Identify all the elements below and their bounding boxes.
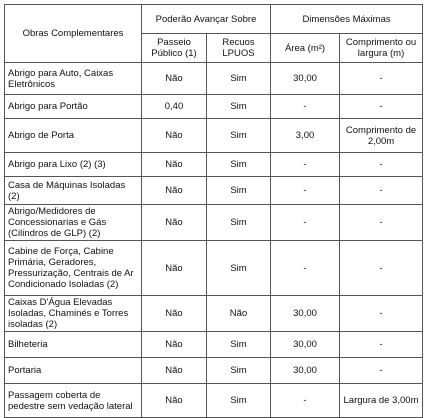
table-row xyxy=(5,332,423,358)
row-recuos: Sim xyxy=(207,241,271,296)
row-recuos: Sim xyxy=(207,358,271,384)
header-comprimento: Comprimento ou largura (m) xyxy=(340,34,423,63)
row-area: - xyxy=(271,177,340,205)
row-passeio: Não xyxy=(142,205,207,241)
table-row xyxy=(5,95,423,119)
row-recuos: Sim xyxy=(207,119,271,153)
row-comp: - xyxy=(340,296,423,332)
row-passeio: Não xyxy=(142,384,207,418)
table-container xyxy=(4,4,422,418)
row-area: - xyxy=(271,205,340,241)
table-row xyxy=(5,119,423,153)
row-comp: - xyxy=(340,358,423,384)
header-passeio: Passeio Público (1) xyxy=(142,34,207,63)
row-passeio: Não xyxy=(142,241,207,296)
header-row-1 xyxy=(5,5,423,34)
row-name: Bilheteria xyxy=(5,332,142,358)
row-name: Abrigo de Porta xyxy=(5,119,142,153)
table-row xyxy=(5,241,423,296)
row-name: Abrigo para Auto, Caixas Eletrônicos xyxy=(5,63,142,95)
row-recuos: Sim xyxy=(207,384,271,418)
table-row xyxy=(5,358,423,384)
row-passeio: 0,40 xyxy=(142,95,207,119)
row-comp: - xyxy=(340,205,423,241)
row-recuos: Sim xyxy=(207,177,271,205)
row-area: 30,00 xyxy=(271,63,340,95)
row-name: Casa de Máquinas Isoladas (2) xyxy=(5,177,142,205)
row-area: 3,00 xyxy=(271,119,340,153)
obras-table xyxy=(4,4,423,418)
row-recuos: Sim xyxy=(207,63,271,95)
row-comp: - xyxy=(340,95,423,119)
table-row xyxy=(5,296,423,332)
row-comp: Largura de 3,00m xyxy=(340,384,423,418)
row-area: 30,00 xyxy=(271,296,340,332)
row-passeio: Não xyxy=(142,119,207,153)
row-name: Abrigo para Portão xyxy=(5,95,142,119)
row-name: Abrigo/Medidores de Concessionarias e Gás (Cilindros de GLP) (2) xyxy=(5,205,142,241)
row-name: Caixas D'Água Elevadas Isoladas, Chaminés e Torres isoladas (2) xyxy=(5,296,142,332)
row-area: 30,00 xyxy=(271,358,340,384)
row-recuos: Sim xyxy=(207,95,271,119)
row-area: 30,00 xyxy=(271,332,340,358)
table-row xyxy=(5,63,423,95)
row-comp: - xyxy=(340,153,423,177)
table-row xyxy=(5,153,423,177)
row-area: - xyxy=(271,384,340,418)
row-name: Portaria xyxy=(5,358,142,384)
header-recuos: Recuos LPUOS xyxy=(207,34,271,63)
row-recuos: Não xyxy=(207,296,271,332)
header-obras: Obras Complementares xyxy=(5,5,142,63)
row-comp: - xyxy=(340,63,423,95)
row-passeio: Não xyxy=(142,153,207,177)
table-row xyxy=(5,384,423,418)
table-row xyxy=(5,177,423,205)
header-poderao: Poderão Avançar Sobre xyxy=(142,5,271,34)
row-recuos: Sim xyxy=(207,205,271,241)
row-name: Cabine de Força, Cabine Primária, Geradores, Pressurização, Centrais de Ar Condicionado Isoladas (2) xyxy=(5,241,142,296)
table-row xyxy=(5,205,423,241)
row-comp: - xyxy=(340,177,423,205)
header-dimensoes: Dimensões Máximas xyxy=(271,5,423,34)
row-passeio: Não xyxy=(142,296,207,332)
row-comp: Comprimento de 2,00m xyxy=(340,119,423,153)
row-passeio: Não xyxy=(142,332,207,358)
row-passeio: Não xyxy=(142,358,207,384)
row-comp: - xyxy=(340,241,423,296)
row-name: Passagem coberta de pedestre sem vedação lateral xyxy=(5,384,142,418)
row-name: Abrigo para Lixo (2) (3) xyxy=(5,153,142,177)
row-area: - xyxy=(271,95,340,119)
row-area: - xyxy=(271,241,340,296)
row-area: - xyxy=(271,153,340,177)
header-area: Área (m²) xyxy=(271,34,340,63)
row-passeio: Não xyxy=(142,177,207,205)
row-recuos: Sim xyxy=(207,332,271,358)
row-passeio: Não xyxy=(142,63,207,95)
row-comp: - xyxy=(340,332,423,358)
row-recuos: Sim xyxy=(207,153,271,177)
